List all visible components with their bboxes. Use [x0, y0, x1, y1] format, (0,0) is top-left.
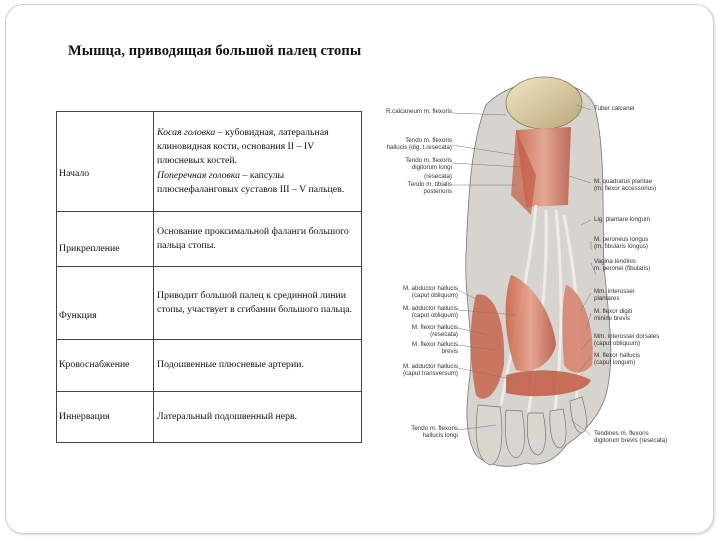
- table-row-insertion: [57, 212, 362, 267]
- row-value-function: Приводит большой палец к срединной линии стопы, участвует в сгибании большого пальца.: [154, 267, 362, 340]
- label-flexor-hallucis-resecata: M. flexor hallucis (resecata): [411, 324, 458, 338]
- slide-frame: [5, 4, 714, 534]
- oblique-head-text: – кубовидная, латеральная клиновидная кости, основания II – IV плюсневых костей.: [157, 126, 329, 167]
- label-tibialis-posterior-tendon: Tendo m. tibialis posterioris: [407, 181, 452, 195]
- oblique-head-term: Косая головка: [157, 126, 216, 138]
- row-value-insertion: Основание проксимальной фаланги большого пальца стопы.: [154, 212, 362, 267]
- label-quadratus-plantae: M. quadratus plantae (m. flexor accessorius): [594, 178, 657, 192]
- label-flexor-hallucis-longum: M. flexor hallucis (caput longum): [594, 352, 641, 366]
- label-flexor-digiti-minimi: M. flexor digiti minimi brevis: [594, 308, 633, 322]
- row-label-innervation: Иннервация: [59, 410, 110, 422]
- label-peroneus-longus: M. peroneus longus (m. fibularis longus): [594, 236, 649, 250]
- label-peroneal-sheath: Vagina tendinis m. peronei (fibularis): [594, 258, 651, 272]
- label-fdb-tendons: Tendines m. flexoris digitorum brevis (resecata): [594, 430, 668, 444]
- row-label-function: Функция: [59, 309, 97, 321]
- label-long-plantar-ligament: Lig. plantare longum: [594, 216, 651, 223]
- label-resecata: (resecata): [424, 173, 452, 180]
- row-label-insertion: Прикрепление: [59, 242, 120, 254]
- label-adductor-hallucis-transverse: M. adductor hallucis (caput transversum): [402, 363, 458, 377]
- row-label-blood-supply: Кровоснабжение: [59, 359, 130, 371]
- label-fdl-tendon: Tendo m. flexoris digitorum longi: [405, 157, 452, 171]
- row-value-blood-supply: Подошвенные плюсневые артерии.: [154, 340, 362, 392]
- label-dorsal-interossei: Mm. interossei dorsales (caput obliquum): [594, 333, 660, 347]
- row-value-innervation: Латеральный подошвенный нерв.: [154, 392, 362, 443]
- label-adductor-hallucis-oblique: M. adductor hallucis (caput obliquum): [402, 305, 458, 319]
- row-value-origin: [154, 112, 362, 212]
- label-fhl-tendon: Tendo m. flexoris hallucis (dig. t.resecata): [386, 137, 452, 151]
- label-calcaneal-branch: R.calcaneum m. flexoris: [385, 108, 452, 115]
- label-abductor-hallucis: M. abductor hallucis (caput obliquum): [402, 285, 458, 299]
- label-tuber-calcanei: Tuber calcanei: [594, 105, 635, 112]
- label-plantar-interossei: Mm. interossei plantares: [594, 288, 635, 302]
- slide-title: Мышца, приводящая большой палец стопы: [68, 43, 362, 59]
- transverse-head-text: – капсулы плюснефаланговых суставов III – V пальцев.: [157, 169, 345, 195]
- row-label-origin: Начало: [59, 168, 90, 180]
- muscle-info-table: [56, 111, 362, 443]
- table-row-origin: [57, 112, 362, 212]
- label-flexor-hallucis-brevis: M. flexor hallucis brevis: [411, 341, 458, 355]
- label-fhl-tendon-distal: Tendo m. flexoris hallucis longi: [411, 425, 458, 439]
- foot-anatomy-figure: [366, 75, 706, 485]
- table-row-blood-supply: [57, 340, 362, 392]
- transverse-head-term: Поперечная головка: [157, 169, 241, 181]
- table-row-innervation: [57, 392, 362, 443]
- table-row-function: [57, 267, 362, 340]
